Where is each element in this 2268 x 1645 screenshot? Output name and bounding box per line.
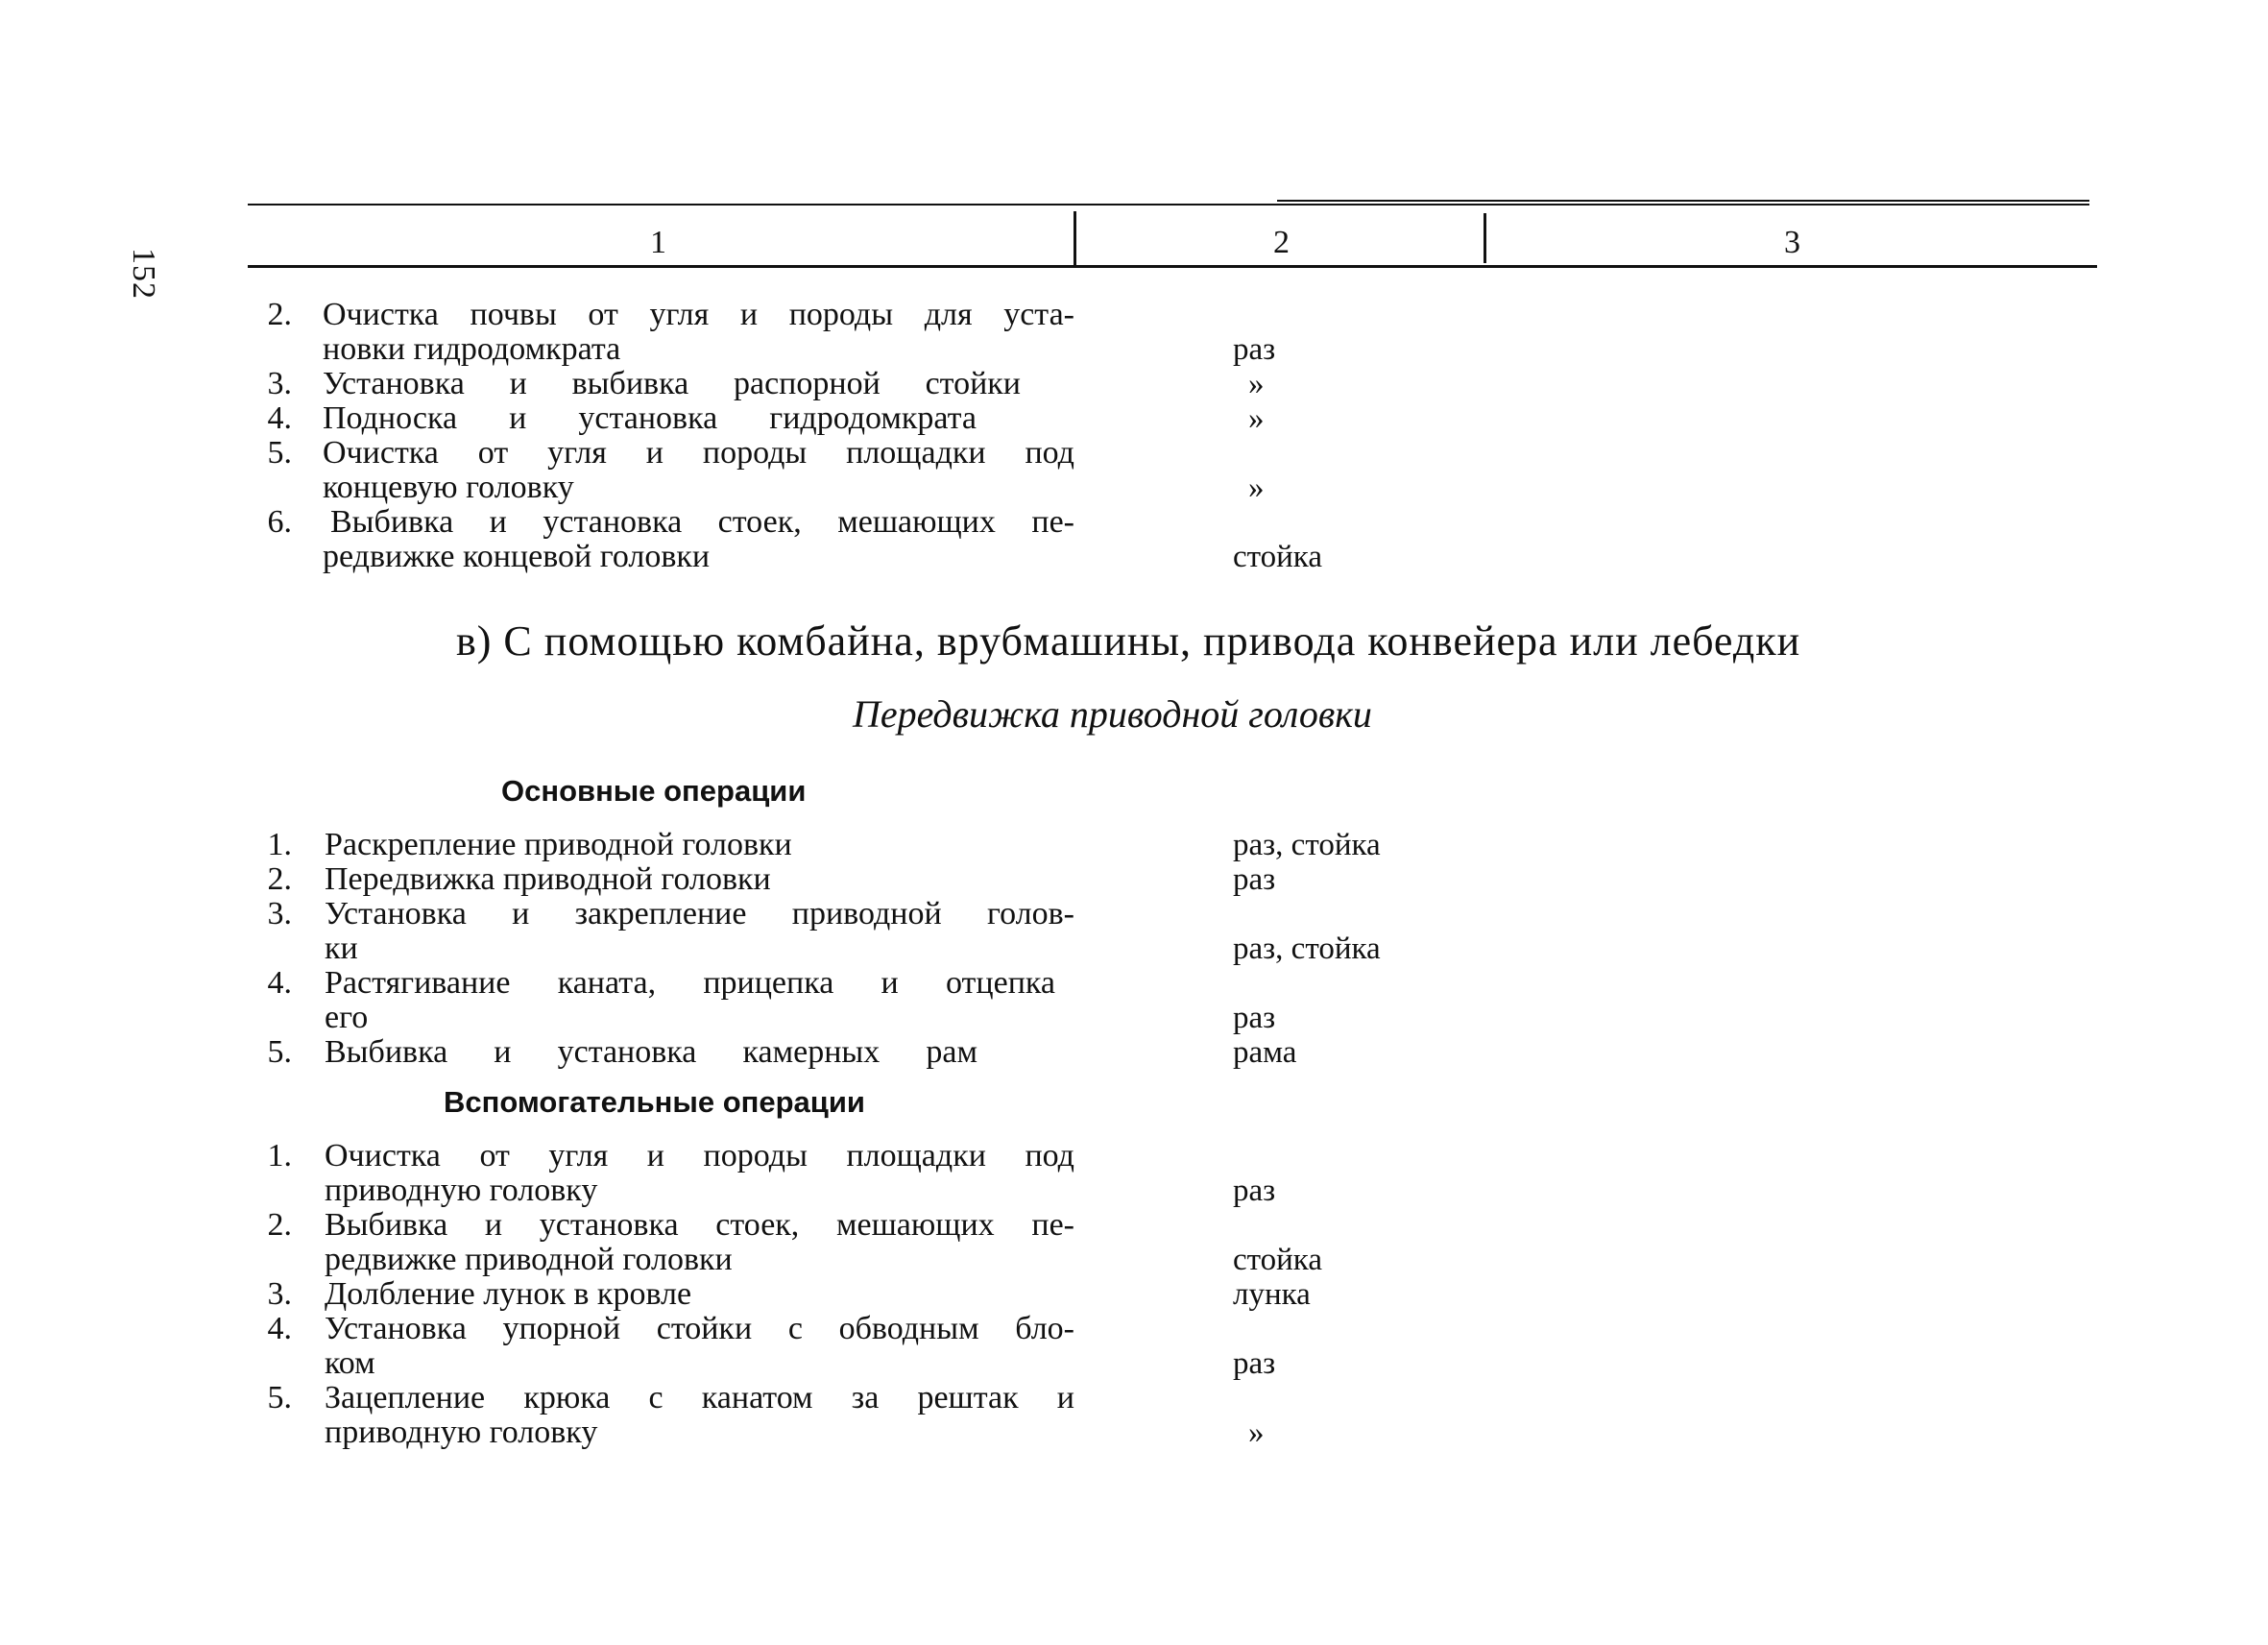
- unit-value: стойка: [1233, 1243, 1322, 1277]
- item-number: 2.: [267, 861, 292, 897]
- item-number: 4.: [267, 1311, 292, 1346]
- item-text: его: [325, 1000, 369, 1035]
- item-text: концевую головку: [323, 470, 574, 505]
- unit-value: рама: [1233, 1035, 1297, 1070]
- item-text: Выбивка и установка камерных рам: [325, 1034, 977, 1070]
- item-number: 3.: [267, 896, 292, 931]
- item-text: Долбление лунок в кровле: [325, 1276, 692, 1312]
- item-text: ки: [325, 931, 358, 966]
- section-title: в) С помощью комбайна, врубмашины, привода конвейера или лебедки: [456, 617, 1801, 665]
- item-text: Выбивка и установка стоек, мешающих пе-: [325, 1207, 1074, 1243]
- item-text: Очистка от угля и породы площадки под: [325, 1138, 1074, 1173]
- item-text: Раскрепление приводной головки: [325, 827, 792, 862]
- unit-value: лунка: [1233, 1277, 1311, 1312]
- header-bottom-rule: [248, 265, 2097, 268]
- item-number: 5.: [267, 1034, 292, 1070]
- item-text: Установка и выбивка распорной стойки: [323, 366, 1021, 401]
- header-top-rule-right: [1277, 200, 2089, 202]
- item-text: Растягивание каната, прицепка и отцепка: [325, 965, 1055, 1001]
- col-divider-1: [1074, 211, 1076, 265]
- item-number: 6.: [267, 504, 292, 540]
- page-number: 152: [126, 248, 161, 300]
- item-text: приводную головку: [325, 1173, 598, 1208]
- item-text: Установка и закрепление приводной голов-: [325, 896, 1074, 931]
- header-top-rule: [248, 204, 2089, 206]
- unit-value: раз: [1233, 1001, 1276, 1035]
- item-text: Подноска и установка гидродомкрата: [323, 400, 977, 436]
- item-number: 5.: [267, 435, 292, 471]
- item-text: новки гидродомкрата: [323, 331, 621, 367]
- item-number: 2.: [267, 297, 292, 332]
- section-subtitle: Передвижка приводной головки: [853, 692, 1372, 736]
- col-divider-2: [1484, 213, 1486, 263]
- item-text: ком: [325, 1345, 375, 1381]
- item-number: 4.: [267, 400, 292, 436]
- item-number: 2.: [267, 1207, 292, 1243]
- column-header-1: 1: [650, 225, 666, 260]
- item-number: 5.: [267, 1380, 292, 1415]
- column-header-3: 3: [1784, 225, 1800, 260]
- unit-value: стойка: [1233, 540, 1322, 574]
- unit-value: раз, стойка: [1233, 931, 1381, 966]
- item-text: Очистка почвы от угля и породы для уста-: [323, 297, 1074, 332]
- unit-value: »: [1248, 1415, 1265, 1450]
- aux-ops-heading: Вспомогательные операции: [444, 1085, 865, 1119]
- item-text: Установка упорной стойки с обводным бло-: [325, 1311, 1074, 1346]
- item-number: 1.: [267, 1138, 292, 1173]
- item-text: приводную головку: [325, 1415, 598, 1450]
- item-text: Передвижка приводной головки: [325, 861, 771, 897]
- unit-value: раз: [1233, 1173, 1276, 1208]
- item-number: 3.: [267, 1276, 292, 1312]
- item-text: Выбивка и установка стоек, мешающих пе-: [330, 504, 1074, 540]
- unit-value: раз, стойка: [1233, 828, 1381, 862]
- unit-value: »: [1248, 471, 1265, 505]
- item-number: 3.: [267, 366, 292, 401]
- item-text: Зацепление крюка с канатом за рештак и: [325, 1380, 1074, 1415]
- column-header-2: 2: [1273, 225, 1290, 260]
- item-number: 1.: [267, 827, 292, 862]
- unit-value: »: [1248, 367, 1265, 401]
- unit-value: »: [1248, 401, 1265, 436]
- item-text: редвижке приводной головки: [325, 1242, 733, 1277]
- item-text: Очистка от угля и породы площадки под: [323, 435, 1074, 471]
- item-number: 4.: [267, 965, 292, 1001]
- item-text: редвижке концевой головки: [323, 539, 711, 574]
- main-ops-heading: Основные операции: [501, 774, 807, 808]
- unit-value: раз: [1233, 862, 1276, 897]
- unit-value: раз: [1233, 332, 1276, 367]
- unit-value: раз: [1233, 1346, 1276, 1381]
